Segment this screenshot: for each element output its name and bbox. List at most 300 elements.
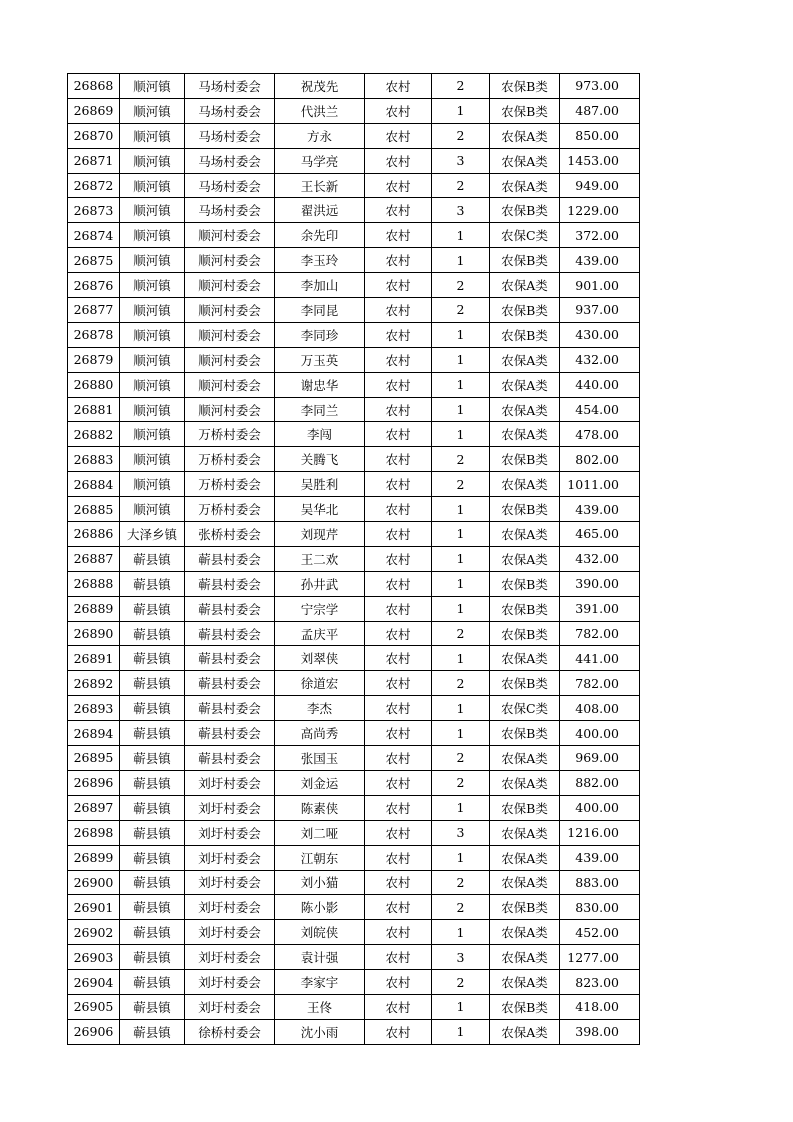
village-committee-cell: 刘圩村委会 xyxy=(185,970,275,995)
village-committee-cell: 蕲县村委会 xyxy=(185,571,275,596)
record-id-cell: 26878 xyxy=(68,322,120,347)
village-committee-cell: 马场村委会 xyxy=(185,198,275,223)
insurance-category-cell: 农保B类 xyxy=(490,74,560,99)
table-row xyxy=(68,994,640,1019)
record-id-cell: 26898 xyxy=(68,820,120,845)
insurance-category-cell: 农保A类 xyxy=(490,422,560,447)
record-id-cell: 26885 xyxy=(68,497,120,522)
residence-type-cell: 农村 xyxy=(365,596,432,621)
table-row xyxy=(68,621,640,646)
amount-cell: 432.00 xyxy=(560,546,640,571)
record-id-cell: 26895 xyxy=(68,746,120,771)
village-committee-cell: 顺河村委会 xyxy=(185,372,275,397)
amount-cell: 901.00 xyxy=(560,273,640,298)
table-row xyxy=(68,945,640,970)
table-row xyxy=(68,74,640,99)
residence-type-cell: 农村 xyxy=(365,795,432,820)
record-id-cell: 26891 xyxy=(68,646,120,671)
table-row xyxy=(68,422,640,447)
residence-type-cell: 农村 xyxy=(365,770,432,795)
record-id-cell: 26882 xyxy=(68,422,120,447)
person-name-cell: 方永 xyxy=(275,123,365,148)
residence-type-cell: 农村 xyxy=(365,920,432,945)
amount-cell: 1453.00 xyxy=(560,148,640,173)
record-id-cell: 26904 xyxy=(68,970,120,995)
household-count-cell: 2 xyxy=(432,74,490,99)
amount-cell: 973.00 xyxy=(560,74,640,99)
insurance-category-cell: 农保B类 xyxy=(490,994,560,1019)
table-row xyxy=(68,696,640,721)
person-name-cell: 孙井武 xyxy=(275,571,365,596)
insurance-category-cell: 农保A类 xyxy=(490,173,560,198)
village-committee-cell: 蕲县村委会 xyxy=(185,721,275,746)
village-committee-cell: 刘圩村委会 xyxy=(185,945,275,970)
residence-type-cell: 农村 xyxy=(365,447,432,472)
person-name-cell: 代洪兰 xyxy=(275,98,365,123)
amount-cell: 400.00 xyxy=(560,721,640,746)
amount-cell: 465.00 xyxy=(560,522,640,547)
amount-cell: 823.00 xyxy=(560,970,640,995)
residence-type-cell: 农村 xyxy=(365,671,432,696)
insurance-category-cell: 农保A类 xyxy=(490,746,560,771)
record-id-cell: 26875 xyxy=(68,248,120,273)
village-committee-cell: 刘圩村委会 xyxy=(185,795,275,820)
table-row xyxy=(68,596,640,621)
amount-cell: 937.00 xyxy=(560,298,640,323)
table-row xyxy=(68,820,640,845)
record-id-cell: 26906 xyxy=(68,1019,120,1044)
residence-type-cell: 农村 xyxy=(365,123,432,148)
household-count-cell: 1 xyxy=(432,596,490,621)
village-committee-cell: 蕲县村委会 xyxy=(185,671,275,696)
table-row xyxy=(68,770,640,795)
town-cell: 顺河镇 xyxy=(120,248,185,273)
person-name-cell: 刘二哑 xyxy=(275,820,365,845)
table-row xyxy=(68,895,640,920)
town-cell: 顺河镇 xyxy=(120,273,185,298)
record-id-cell: 26897 xyxy=(68,795,120,820)
residence-type-cell: 农村 xyxy=(365,98,432,123)
amount-cell: 802.00 xyxy=(560,447,640,472)
table-row xyxy=(68,646,640,671)
insurance-category-cell: 农保B类 xyxy=(490,322,560,347)
table-row xyxy=(68,497,640,522)
record-id-cell: 26884 xyxy=(68,472,120,497)
record-id-cell: 26902 xyxy=(68,920,120,945)
residence-type-cell: 农村 xyxy=(365,945,432,970)
town-cell: 蕲县镇 xyxy=(120,746,185,771)
table-row xyxy=(68,671,640,696)
insurance-category-cell: 农保A类 xyxy=(490,273,560,298)
record-id-cell: 26900 xyxy=(68,870,120,895)
town-cell: 蕲县镇 xyxy=(120,970,185,995)
insurance-category-cell: 农保A类 xyxy=(490,148,560,173)
table-row xyxy=(68,522,640,547)
amount-cell: 782.00 xyxy=(560,671,640,696)
insurance-category-cell: 农保A类 xyxy=(490,522,560,547)
town-cell: 顺河镇 xyxy=(120,447,185,472)
residence-type-cell: 农村 xyxy=(365,994,432,1019)
household-count-cell: 3 xyxy=(432,820,490,845)
village-committee-cell: 刘圩村委会 xyxy=(185,845,275,870)
residence-type-cell: 农村 xyxy=(365,522,432,547)
amount-cell: 1277.00 xyxy=(560,945,640,970)
household-count-cell: 1 xyxy=(432,646,490,671)
town-cell: 顺河镇 xyxy=(120,347,185,372)
record-id-cell: 26905 xyxy=(68,994,120,1019)
residence-type-cell: 农村 xyxy=(365,621,432,646)
record-id-cell: 26868 xyxy=(68,74,120,99)
town-cell: 蕲县镇 xyxy=(120,696,185,721)
village-committee-cell: 顺河村委会 xyxy=(185,322,275,347)
household-count-cell: 1 xyxy=(432,422,490,447)
household-count-cell: 2 xyxy=(432,671,490,696)
record-id-cell: 26872 xyxy=(68,173,120,198)
person-name-cell: 王二欢 xyxy=(275,546,365,571)
person-name-cell: 王长新 xyxy=(275,173,365,198)
insurance-category-cell: 农保B类 xyxy=(490,721,560,746)
town-cell: 大泽乡镇 xyxy=(120,522,185,547)
person-name-cell: 张国玉 xyxy=(275,746,365,771)
person-name-cell: 李家宇 xyxy=(275,970,365,995)
person-name-cell: 关腾飞 xyxy=(275,447,365,472)
table-row xyxy=(68,571,640,596)
household-count-cell: 1 xyxy=(432,994,490,1019)
insurance-category-cell: 农保B类 xyxy=(490,795,560,820)
insurance-category-cell: 农保B类 xyxy=(490,447,560,472)
residence-type-cell: 农村 xyxy=(365,223,432,248)
insurance-category-cell: 农保A类 xyxy=(490,347,560,372)
town-cell: 顺河镇 xyxy=(120,422,185,447)
table-row xyxy=(68,248,640,273)
record-id-cell: 26886 xyxy=(68,522,120,547)
town-cell: 蕲县镇 xyxy=(120,571,185,596)
town-cell: 顺河镇 xyxy=(120,322,185,347)
village-committee-cell: 马场村委会 xyxy=(185,173,275,198)
record-id-cell: 26871 xyxy=(68,148,120,173)
residence-type-cell: 农村 xyxy=(365,397,432,422)
village-committee-cell: 顺河村委会 xyxy=(185,298,275,323)
village-committee-cell: 刘圩村委会 xyxy=(185,920,275,945)
town-cell: 顺河镇 xyxy=(120,298,185,323)
town-cell: 顺河镇 xyxy=(120,372,185,397)
insurance-category-cell: 农保B类 xyxy=(490,98,560,123)
village-committee-cell: 顺河村委会 xyxy=(185,397,275,422)
residence-type-cell: 农村 xyxy=(365,322,432,347)
record-id-cell: 26869 xyxy=(68,98,120,123)
household-count-cell: 3 xyxy=(432,198,490,223)
household-count-cell: 1 xyxy=(432,845,490,870)
town-cell: 顺河镇 xyxy=(120,397,185,422)
town-cell: 蕲县镇 xyxy=(120,795,185,820)
town-cell: 蕲县镇 xyxy=(120,596,185,621)
amount-cell: 439.00 xyxy=(560,497,640,522)
village-committee-cell: 刘圩村委会 xyxy=(185,870,275,895)
village-committee-cell: 蕲县村委会 xyxy=(185,646,275,671)
residence-type-cell: 农村 xyxy=(365,571,432,596)
town-cell: 顺河镇 xyxy=(120,173,185,198)
village-committee-cell: 蕲县村委会 xyxy=(185,746,275,771)
household-count-cell: 1 xyxy=(432,98,490,123)
residence-type-cell: 农村 xyxy=(365,472,432,497)
household-count-cell: 1 xyxy=(432,497,490,522)
town-cell: 蕲县镇 xyxy=(120,721,185,746)
village-committee-cell: 顺河村委会 xyxy=(185,248,275,273)
household-count-cell: 2 xyxy=(432,447,490,472)
insurance-category-cell: 农保A类 xyxy=(490,1019,560,1044)
person-name-cell: 李玉玲 xyxy=(275,248,365,273)
village-committee-cell: 万桥村委会 xyxy=(185,447,275,472)
table-row xyxy=(68,372,640,397)
person-name-cell: 高尚秀 xyxy=(275,721,365,746)
insurance-category-cell: 农保B类 xyxy=(490,671,560,696)
insurance-category-cell: 农保B类 xyxy=(490,571,560,596)
person-name-cell: 刘皖侠 xyxy=(275,920,365,945)
person-name-cell: 陈小影 xyxy=(275,895,365,920)
town-cell: 蕲县镇 xyxy=(120,920,185,945)
household-count-cell: 1 xyxy=(432,571,490,596)
person-name-cell: 祝茂先 xyxy=(275,74,365,99)
amount-cell: 454.00 xyxy=(560,397,640,422)
amount-cell: 441.00 xyxy=(560,646,640,671)
person-name-cell: 李加山 xyxy=(275,273,365,298)
household-count-cell: 1 xyxy=(432,920,490,945)
record-id-cell: 26896 xyxy=(68,770,120,795)
insurance-category-cell: 农保A类 xyxy=(490,397,560,422)
amount-cell: 830.00 xyxy=(560,895,640,920)
town-cell: 蕲县镇 xyxy=(120,994,185,1019)
village-committee-cell: 蕲县村委会 xyxy=(185,596,275,621)
town-cell: 蕲县镇 xyxy=(120,870,185,895)
record-id-cell: 26874 xyxy=(68,223,120,248)
amount-cell: 439.00 xyxy=(560,248,640,273)
insurance-category-cell: 农保A类 xyxy=(490,845,560,870)
amount-cell: 883.00 xyxy=(560,870,640,895)
amount-cell: 440.00 xyxy=(560,372,640,397)
amount-cell: 390.00 xyxy=(560,571,640,596)
household-count-cell: 1 xyxy=(432,322,490,347)
amount-cell: 391.00 xyxy=(560,596,640,621)
person-name-cell: 王佟 xyxy=(275,994,365,1019)
residence-type-cell: 农村 xyxy=(365,845,432,870)
insurance-category-cell: 农保A类 xyxy=(490,472,560,497)
residence-type-cell: 农村 xyxy=(365,273,432,298)
amount-cell: 398.00 xyxy=(560,1019,640,1044)
insurance-category-cell: 农保A类 xyxy=(490,920,560,945)
table-row xyxy=(68,472,640,497)
village-committee-cell: 刘圩村委会 xyxy=(185,994,275,1019)
town-cell: 蕲县镇 xyxy=(120,770,185,795)
record-id-cell: 26903 xyxy=(68,945,120,970)
town-cell: 顺河镇 xyxy=(120,198,185,223)
table-row xyxy=(68,746,640,771)
table-row xyxy=(68,322,640,347)
insurance-category-cell: 农保A类 xyxy=(490,970,560,995)
person-name-cell: 陈素侠 xyxy=(275,795,365,820)
table-row xyxy=(68,173,640,198)
village-committee-cell: 顺河村委会 xyxy=(185,223,275,248)
village-committee-cell: 张桥村委会 xyxy=(185,522,275,547)
record-id-cell: 26873 xyxy=(68,198,120,223)
amount-cell: 452.00 xyxy=(560,920,640,945)
insurance-category-cell: 农保A类 xyxy=(490,646,560,671)
record-id-cell: 26883 xyxy=(68,447,120,472)
table-row xyxy=(68,447,640,472)
residence-type-cell: 农村 xyxy=(365,1019,432,1044)
person-name-cell: 余先印 xyxy=(275,223,365,248)
insurance-category-cell: 农保B类 xyxy=(490,895,560,920)
table-row xyxy=(68,845,640,870)
household-count-cell: 2 xyxy=(432,770,490,795)
town-cell: 蕲县镇 xyxy=(120,671,185,696)
town-cell: 顺河镇 xyxy=(120,472,185,497)
person-name-cell: 刘金运 xyxy=(275,770,365,795)
residence-type-cell: 农村 xyxy=(365,148,432,173)
person-name-cell: 李同兰 xyxy=(275,397,365,422)
residence-type-cell: 农村 xyxy=(365,198,432,223)
household-count-cell: 2 xyxy=(432,870,490,895)
town-cell: 蕲县镇 xyxy=(120,646,185,671)
household-count-cell: 2 xyxy=(432,173,490,198)
amount-cell: 400.00 xyxy=(560,795,640,820)
insurance-category-cell: 农保C类 xyxy=(490,223,560,248)
amount-cell: 478.00 xyxy=(560,422,640,447)
town-cell: 蕲县镇 xyxy=(120,945,185,970)
amount-cell: 1216.00 xyxy=(560,820,640,845)
residence-type-cell: 农村 xyxy=(365,820,432,845)
village-committee-cell: 顺河村委会 xyxy=(185,273,275,298)
residence-type-cell: 农村 xyxy=(365,497,432,522)
village-committee-cell: 马场村委会 xyxy=(185,123,275,148)
table-row xyxy=(68,870,640,895)
insurance-category-cell: 农保A类 xyxy=(490,870,560,895)
insurance-category-cell: 农保A类 xyxy=(490,820,560,845)
household-count-cell: 2 xyxy=(432,895,490,920)
amount-cell: 432.00 xyxy=(560,347,640,372)
village-committee-cell: 马场村委会 xyxy=(185,98,275,123)
record-id-cell: 26888 xyxy=(68,571,120,596)
record-id-cell: 26887 xyxy=(68,546,120,571)
town-cell: 顺河镇 xyxy=(120,148,185,173)
table-row xyxy=(68,148,640,173)
record-id-cell: 26899 xyxy=(68,845,120,870)
insurance-category-cell: 农保B类 xyxy=(490,596,560,621)
records-table xyxy=(67,73,640,1045)
town-cell: 蕲县镇 xyxy=(120,820,185,845)
town-cell: 顺河镇 xyxy=(120,74,185,99)
town-cell: 顺河镇 xyxy=(120,123,185,148)
table-row xyxy=(68,223,640,248)
person-name-cell: 吴华北 xyxy=(275,497,365,522)
village-committee-cell: 刘圩村委会 xyxy=(185,770,275,795)
village-committee-cell: 万桥村委会 xyxy=(185,422,275,447)
amount-cell: 1229.00 xyxy=(560,198,640,223)
amount-cell: 372.00 xyxy=(560,223,640,248)
household-count-cell: 2 xyxy=(432,746,490,771)
record-id-cell: 26892 xyxy=(68,671,120,696)
insurance-category-cell: 农保B类 xyxy=(490,198,560,223)
town-cell: 蕲县镇 xyxy=(120,546,185,571)
person-name-cell: 李同昆 xyxy=(275,298,365,323)
town-cell: 蕲县镇 xyxy=(120,845,185,870)
person-name-cell: 沈小雨 xyxy=(275,1019,365,1044)
amount-cell: 487.00 xyxy=(560,98,640,123)
residence-type-cell: 农村 xyxy=(365,248,432,273)
insurance-category-cell: 农保C类 xyxy=(490,696,560,721)
town-cell: 顺河镇 xyxy=(120,497,185,522)
table-row xyxy=(68,920,640,945)
residence-type-cell: 农村 xyxy=(365,895,432,920)
person-name-cell: 江朝东 xyxy=(275,845,365,870)
village-committee-cell: 万桥村委会 xyxy=(185,472,275,497)
insurance-category-cell: 农保A类 xyxy=(490,372,560,397)
household-count-cell: 2 xyxy=(432,621,490,646)
person-name-cell: 吴胜利 xyxy=(275,472,365,497)
table-row xyxy=(68,970,640,995)
residence-type-cell: 农村 xyxy=(365,298,432,323)
village-committee-cell: 马场村委会 xyxy=(185,148,275,173)
town-cell: 蕲县镇 xyxy=(120,1019,185,1044)
village-committee-cell: 蕲县村委会 xyxy=(185,696,275,721)
table-row xyxy=(68,123,640,148)
table-row xyxy=(68,397,640,422)
household-count-cell: 1 xyxy=(432,248,490,273)
person-name-cell: 宁宗学 xyxy=(275,596,365,621)
table-row xyxy=(68,273,640,298)
residence-type-cell: 农村 xyxy=(365,347,432,372)
person-name-cell: 李杰 xyxy=(275,696,365,721)
person-name-cell: 万玉英 xyxy=(275,347,365,372)
person-name-cell: 李同珍 xyxy=(275,322,365,347)
table-row xyxy=(68,1019,640,1044)
insurance-category-cell: 农保A类 xyxy=(490,546,560,571)
record-id-cell: 26901 xyxy=(68,895,120,920)
person-name-cell: 翟洪远 xyxy=(275,198,365,223)
village-committee-cell: 刘圩村委会 xyxy=(185,820,275,845)
insurance-category-cell: 农保B类 xyxy=(490,298,560,323)
town-cell: 蕲县镇 xyxy=(120,621,185,646)
record-id-cell: 26881 xyxy=(68,397,120,422)
person-name-cell: 谢忠华 xyxy=(275,372,365,397)
town-cell: 蕲县镇 xyxy=(120,895,185,920)
record-id-cell: 26876 xyxy=(68,273,120,298)
table-row xyxy=(68,298,640,323)
table-row xyxy=(68,198,640,223)
person-name-cell: 徐道宏 xyxy=(275,671,365,696)
household-count-cell: 2 xyxy=(432,123,490,148)
insurance-category-cell: 农保A类 xyxy=(490,945,560,970)
record-id-cell: 26880 xyxy=(68,372,120,397)
household-count-cell: 1 xyxy=(432,372,490,397)
village-committee-cell: 蕲县村委会 xyxy=(185,546,275,571)
household-count-cell: 1 xyxy=(432,347,490,372)
table-row xyxy=(68,721,640,746)
person-name-cell: 李闯 xyxy=(275,422,365,447)
village-committee-cell: 徐桥村委会 xyxy=(185,1019,275,1044)
household-count-cell: 1 xyxy=(432,546,490,571)
household-count-cell: 3 xyxy=(432,148,490,173)
residence-type-cell: 农村 xyxy=(365,646,432,671)
records-table-body xyxy=(68,74,640,1045)
person-name-cell: 孟庆平 xyxy=(275,621,365,646)
record-id-cell: 26879 xyxy=(68,347,120,372)
household-count-cell: 2 xyxy=(432,970,490,995)
record-id-cell: 26890 xyxy=(68,621,120,646)
village-committee-cell: 刘圩村委会 xyxy=(185,895,275,920)
household-count-cell: 2 xyxy=(432,273,490,298)
table-row xyxy=(68,795,640,820)
record-id-cell: 26893 xyxy=(68,696,120,721)
